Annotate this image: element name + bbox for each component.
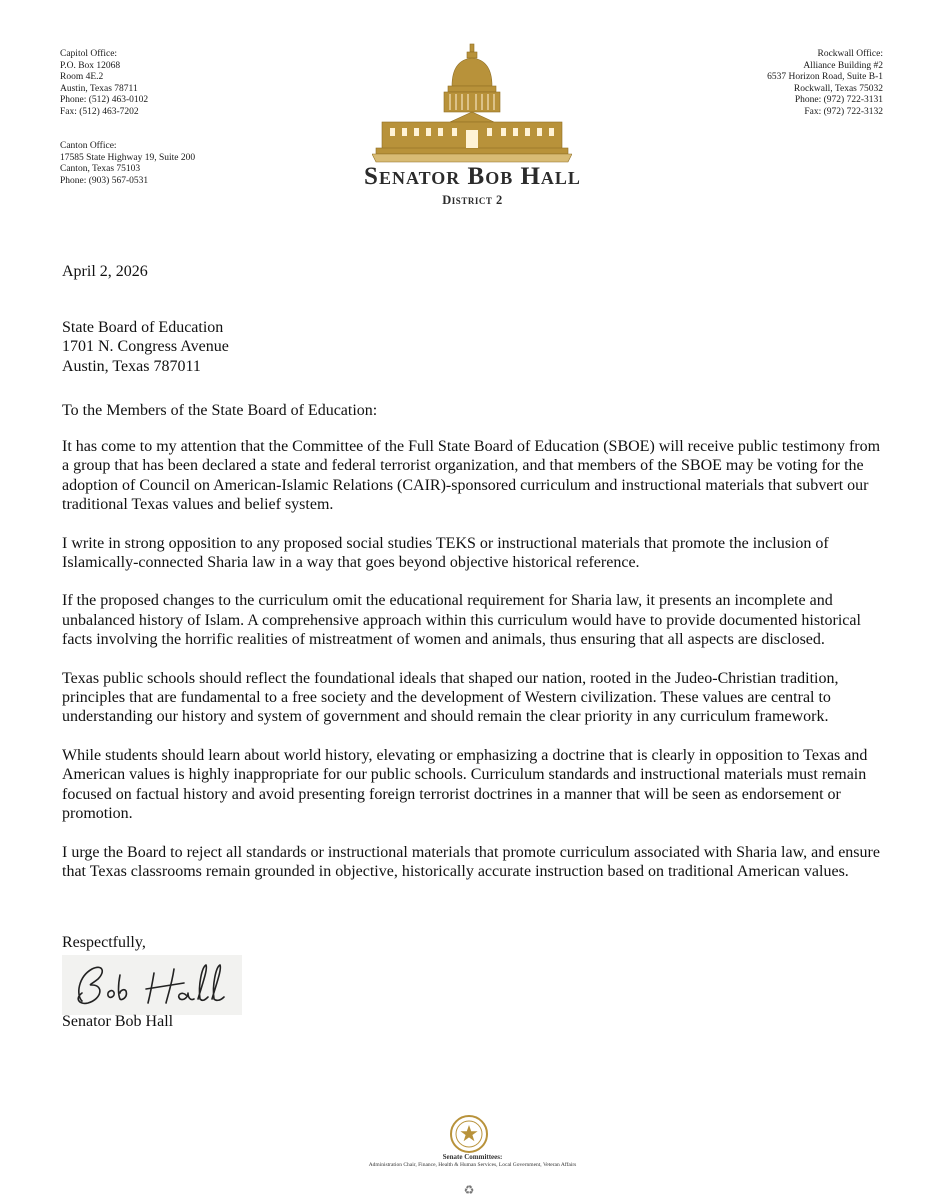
capitol-office-address xyxy=(60,49,148,119)
office-line: Phone: (512) 463-0102 xyxy=(60,95,149,106)
body-paragraph: I write in strong opposition to any proposed social studies TEKS or instructional materials that promote the inclusion of Islamically-connected Sharia law in a way that goes beyond objective historical reference. xyxy=(62,534,829,572)
office-line: 17585 State Highway 19, Suite 200 xyxy=(60,152,196,163)
closing: Respectfully, xyxy=(62,934,146,951)
committees-list: Administration Chair, Finance, Health & Human Services, Local Government, Veteran Affairs xyxy=(368,1162,577,1168)
office-line: Room 4E.2 xyxy=(60,72,104,83)
recipient-address xyxy=(62,318,882,376)
committees-label: Senate Committees: xyxy=(442,1153,503,1161)
salutation: To the Members of the State Board of Education: xyxy=(62,402,378,419)
letterhead-senator-name: Senator Bob Hall xyxy=(364,163,581,190)
office-line: P.O. Box 12068 xyxy=(60,60,121,71)
recipient-line: State Board of Education xyxy=(62,319,224,336)
office-line: Alliance Building #2 xyxy=(803,60,883,71)
body-paragraph: Texas public schools should reflect the foundational ideals that shaped our nation, rooted in the Judeo-Christian tradition, principles that are fundamental to a free society and the development of Western civilization. These values are central to understanding our history and system of government and should remain the clear priority in any curriculum framework. xyxy=(62,669,839,726)
body-paragraph: It has come to my attention that the Committee of the Full State Board of Education (SBOE) will receive public testimony from a group that has been declared a state and federal terrorist organization, and that members of the SBOE may be voting for the adoption of Council on American-Islamic Relations (CAIR)-sponsored curriculum and instructional materials that subvert our traditional Texas values and belief system. xyxy=(62,438,881,514)
signer-name: Senator Bob Hall xyxy=(62,1013,174,1030)
body-paragraph: While students should learn about world history, elevating or emphasizing a doctrine that is clearly in opposition to Texas and American values is highly inappropriate for our public schools. Curriculum standards and instructional materials must remain focused on factual history and avoid presenting foreign terrorist doctrines in a manner that will be seen as endorsement or promotion. xyxy=(62,746,868,823)
rockwall-office-address xyxy=(767,49,883,119)
recipient-line: Austin, Texas 787011 xyxy=(62,357,201,375)
signature xyxy=(62,955,242,1015)
canton-office-address xyxy=(60,141,195,187)
office-line: Canton Office: xyxy=(60,141,117,151)
handwritten-signature xyxy=(62,955,242,1015)
office-line: Fax: (512) 463-7202 xyxy=(60,106,139,117)
letter-date: April 2, 2026 xyxy=(62,263,148,280)
office-line: Rockwall, Texas 75032 xyxy=(793,83,883,94)
office-line: Canton, Texas 75103 xyxy=(60,164,141,175)
recipient-line: 1701 N. Congress Avenue xyxy=(62,338,229,356)
body-paragraph: If the proposed changes to the curriculum omit the educational requirement for Sharia law, it presents an incomplete and unbalanced history of Islam. A comprehensive approach within this curriculum would have to provide documented historical facts involving the horrific realities of mistreatment of women and animals, thus ensuring that all aspects are disclosed. xyxy=(62,592,861,649)
office-line: 6537 Horizon Road, Suite B-1 xyxy=(767,72,883,83)
body-paragraph: I urge the Board to reject all standards or instructional materials that promote curriculum associated with Sharia law, and ensure that Texas classrooms remain grounded in objective, historically accurate instruction based on traditional American values. xyxy=(62,843,880,880)
texas-senate-seal-icon xyxy=(449,1114,489,1154)
office-line: Rockwall Office: xyxy=(817,49,883,59)
recycle-icon: ♻ xyxy=(463,1183,475,1197)
office-line: Fax: (972) 722-3132 xyxy=(804,106,883,117)
office-line: Phone: (903) 567-0531 xyxy=(60,175,149,186)
office-line: Capitol Office: xyxy=(60,49,118,59)
letter-body xyxy=(62,437,882,900)
letterhead-district: District 2 xyxy=(442,193,503,207)
capitol-building-logo xyxy=(372,42,572,164)
office-line: Austin, Texas 78711 xyxy=(60,83,138,94)
office-line: Phone: (972) 722-3131 xyxy=(794,95,883,106)
